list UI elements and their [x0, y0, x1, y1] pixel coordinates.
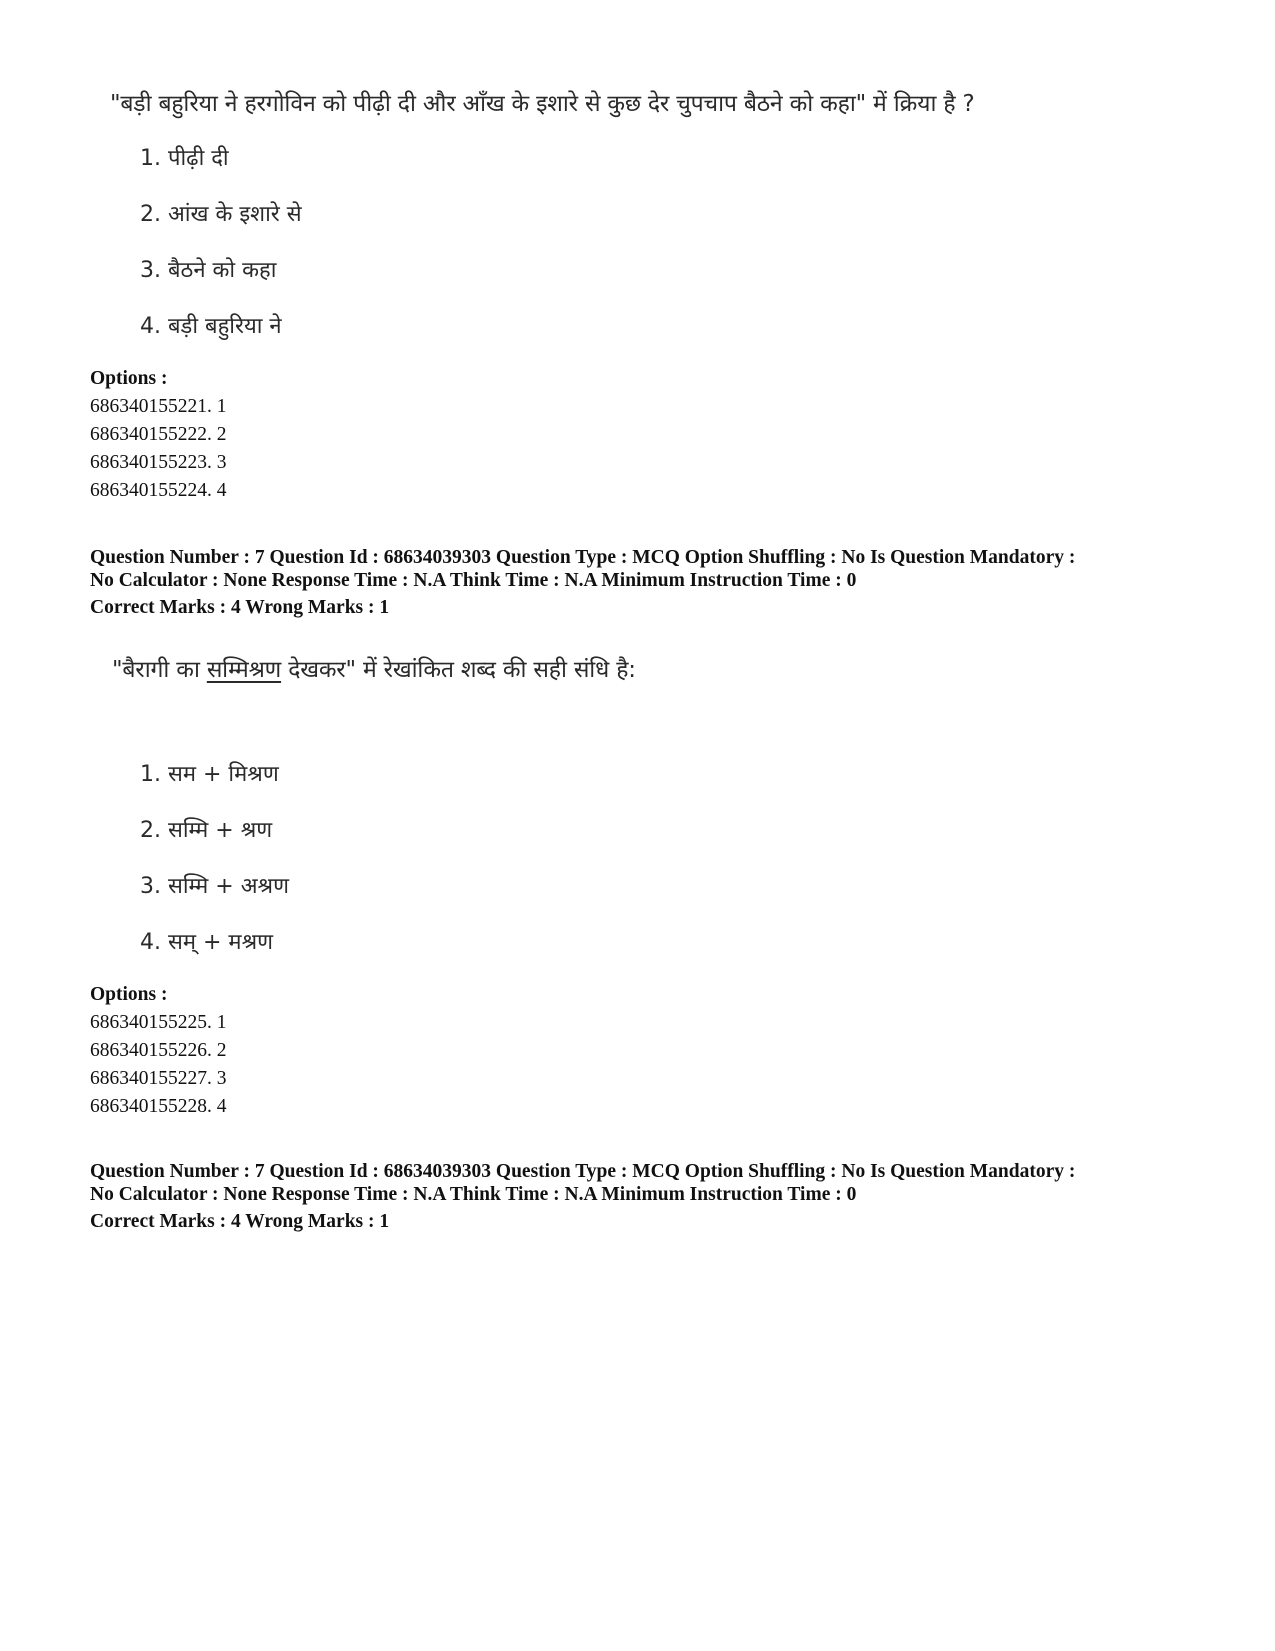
question-1-choice-1: 1. पीढ़ी दी	[140, 146, 229, 171]
question-2-choice-3: 3. सम्मि + अश्रण	[140, 874, 289, 899]
question-2-choice-4: 4. सम् + मश्रण	[140, 930, 274, 955]
option-id-7: 686340155227. 3	[90, 1068, 227, 1089]
question-marks: Correct Marks : 4 Wrong Marks : 1	[90, 1211, 390, 1232]
option-id-8: 686340155228. 4	[90, 1096, 227, 1117]
options-label-1: Options :	[90, 368, 168, 389]
option-id-3: 686340155223. 3	[90, 452, 227, 473]
option-id-5: 686340155225. 1	[90, 1012, 227, 1033]
question-meta-line-1: Question Number : 7 Question Id : 68634039303 Question Type : MCQ Option Shuffling : No Is Question Mandatory :	[90, 547, 1076, 568]
question-2-choice-2: 2. सम्मि + श्रण	[140, 818, 273, 843]
question-2-prefix: "बैरागी का	[112, 657, 207, 683]
option-id-2: 686340155222. 2	[90, 424, 227, 445]
option-id-6: 686340155226. 2	[90, 1040, 227, 1061]
question-meta-line-2: No Calculator : None Response Time : N.A Think Time : N.A Minimum Instruction Time : 0	[90, 1184, 857, 1205]
question-1-choice-3: 3. बैठने को कहा	[140, 258, 277, 283]
question-2-choice-1: 1. सम + मिश्रण	[140, 762, 279, 787]
option-id-4: 686340155224. 4	[90, 480, 227, 501]
question-2-text	[112, 652, 636, 684]
options-label-2: Options :	[90, 984, 168, 1005]
question-1-choice-4: 4. बड़ी बहुरिया ने	[140, 314, 282, 339]
question-1-choice-2: 2. आंख के इशारे से	[140, 202, 302, 227]
question-1-text: "बड़ी बहुरिया ने हरगोविन को पीढ़ी दी और आँख के इशारे से कुछ देर चुपचाप बैठने को कहा" में क्रिया है ?	[110, 91, 975, 117]
option-id-1: 686340155221. 1	[90, 396, 227, 417]
question-marks: Correct Marks : 4 Wrong Marks : 1	[90, 597, 390, 618]
underlined-word: सम्मिश्रण	[206, 657, 282, 683]
question-meta-line-1: Question Number : 7 Question Id : 68634039303 Question Type : MCQ Option Shuffling : No Is Question Mandatory :	[90, 1161, 1076, 1182]
question-meta-line-2: No Calculator : None Response Time : N.A Think Time : N.A Minimum Instruction Time : 0	[90, 570, 857, 591]
question-2-suffix: देखकर" में रेखांकित शब्द की सही संधि है:	[281, 657, 636, 683]
